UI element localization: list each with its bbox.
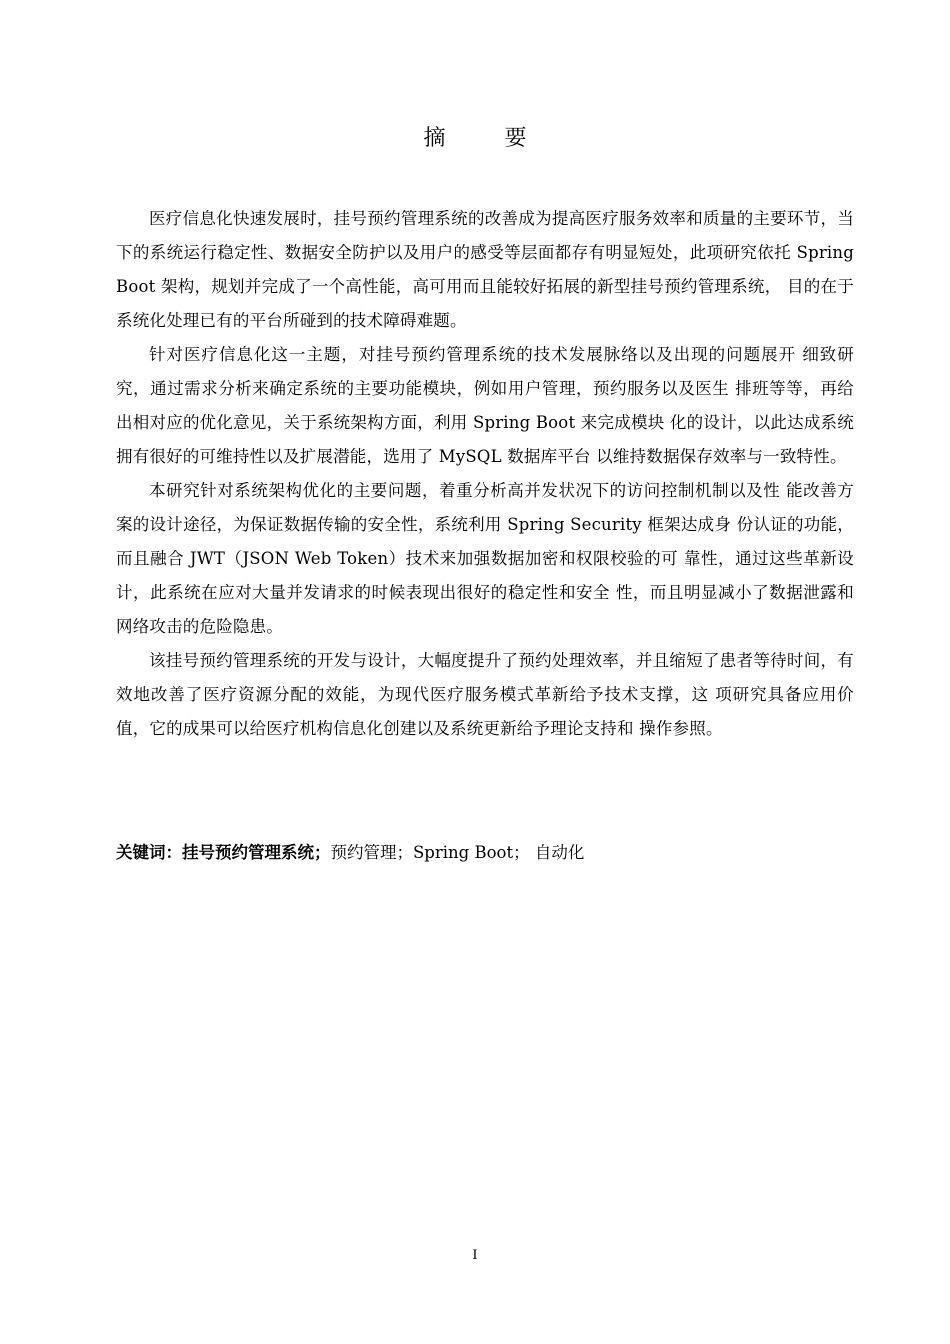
abstract-body <box>116 202 854 746</box>
abstract-paragraph-1: 医疗信息化快速发展时，挂号预约管理系统的改善成为提高医疗服务效率和质量的主要环节，当下的系统运行稳定性、数据安全防护以及用户的感受等层面都存有明显短处，此项研究依托 Spring Boot 架构，规划并完成了一个高性能，高可用而且能较好拓展的新型挂号预约管理系统， 目的在于系统化处理已有的平台所碰到的技术障碍难题。 <box>116 209 854 330</box>
page-number: I <box>472 1248 478 1263</box>
keyword-primary: 挂号预约管理系统； <box>182 843 331 862</box>
abstract-paragraph-2: 针对医疗信息化这一主题，对挂号预约管理系统的技术发展脉络以及出现的问题展开 细致研究，通过需求分析来确定系统的主要功能模块，例如用户管理，预约服务以及医生 排班等等，再给出相对应的优化意见，关于系统架构方面，利用 Spring Boot 来完成模块 化的设计，以此达成系统拥有很好的可维持性以及扩展潜能，选用了 MySQL 数据库平台 以维持数据保存效率与一致特性。 <box>116 345 854 466</box>
keywords-line <box>116 836 854 870</box>
abstract-paragraph-3: 本研究针对系统架构优化的主要问题，着重分析高并发状况下的访问控制机制以及性 能改善方案的设计途径，为保证数据传输的安全性，系统利用 Spring Security 框架达成身 份认证的功能，而且融合 JWT（JSON Web Token）技术来加强数据加密和权限校验的可 靠性，通过这些革新设计，此系统在应对大量并发请求的时候表现出很好的稳定性和安全 性，而且明显减小了数据泄露和网络攻击的危险隐患。 <box>116 481 854 636</box>
abstract-paragraph-4: 该挂号预约管理系统的开发与设计，大幅度提升了预约处理效率，并且缩短了患者等待时间，有效地改善了医疗资源分配的效能，为现代医疗服务模式革新给予技术支撑，这 项研究具备应用价值，它的成果可以给医疗机构信息化创建以及系统更新给予理论支持和 操作参照。 <box>116 651 854 738</box>
abstract-title: 摘 要 <box>423 126 553 151</box>
keywords-list: 预约管理；Spring Boot； 自动化 <box>330 843 585 862</box>
keywords-label: 关键词： <box>116 843 182 862</box>
